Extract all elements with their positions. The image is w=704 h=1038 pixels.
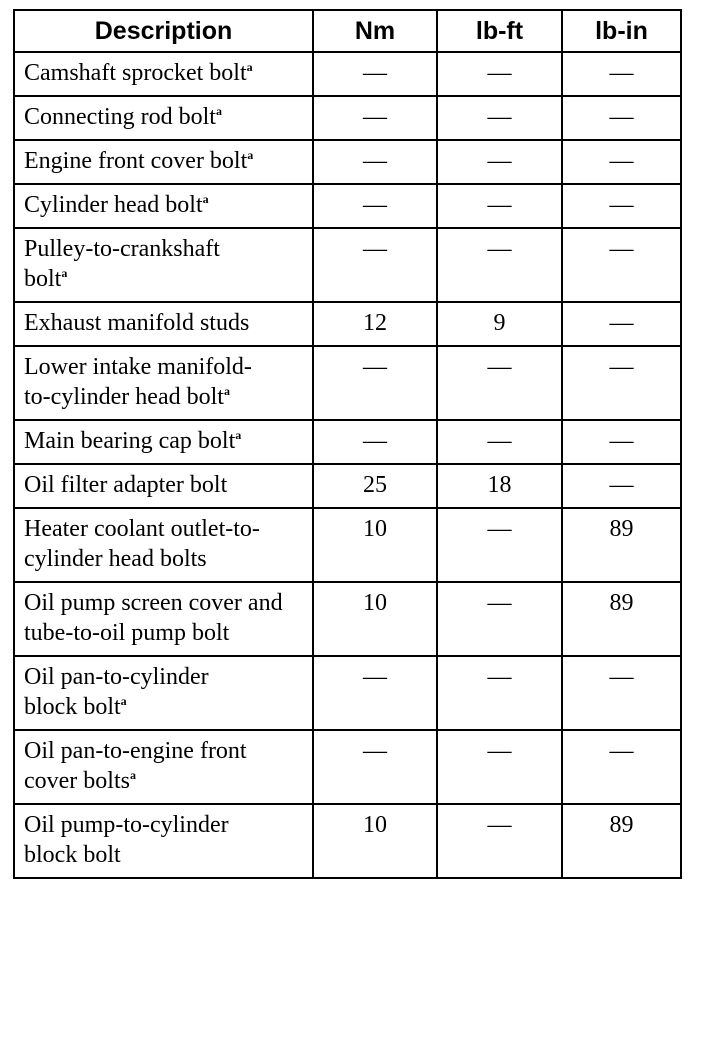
description-cell [14,52,313,96]
table-row [14,228,681,302]
footnote-marker: a [61,266,68,280]
table-row [14,464,681,508]
lbft-cell: — [437,184,562,228]
table-row [14,582,681,656]
lbin-cell: — [562,730,681,804]
lbin-cell: — [562,140,681,184]
lbft-cell: — [437,656,562,730]
description-cell [14,346,313,420]
nm-cell: — [313,184,437,228]
footnote-marker: a [223,384,230,398]
lbft-cell: — [437,140,562,184]
lbin-cell: — [562,52,681,96]
table-row [14,140,681,184]
nm-cell: — [313,346,437,420]
lbft-cell: — [437,420,562,464]
nm-cell: — [313,228,437,302]
footnote-marker: a [247,148,254,162]
lbin-cell: — [562,656,681,730]
footnote-marker: a [215,104,222,118]
description-cell [14,464,313,508]
nm-cell: — [313,730,437,804]
lbin-cell: 89 [562,804,681,878]
description-text: Oil filter adapter bolt [24,472,228,498]
lbft-cell: 18 [437,464,562,508]
torque-spec-table [13,9,682,879]
lbft-cell: — [437,730,562,804]
nm-cell: 10 [313,508,437,582]
description-cell [14,656,313,730]
lbin-cell: 89 [562,582,681,656]
table-row [14,52,681,96]
header-lbin: lb-in [562,10,681,52]
lbin-cell: — [562,420,681,464]
description-text: Lower intake manifold-to-cylinder head bolt [24,354,252,410]
description-cell [14,184,313,228]
lbin-cell: — [562,346,681,420]
nm-cell: — [313,52,437,96]
description-cell [14,582,313,656]
table-row [14,420,681,464]
nm-cell: — [313,96,437,140]
table-row [14,96,681,140]
description-cell [14,302,313,346]
description-cell [14,804,313,878]
table-row [14,302,681,346]
description-cell [14,508,313,582]
description-text: Exhaust manifold studs [24,310,250,336]
header-lbft: lb-ft [437,10,562,52]
description-text: Pulley-to-crankshaft bolt [24,236,220,292]
lbin-cell: — [562,184,681,228]
nm-cell: — [313,656,437,730]
lbft-cell: — [437,52,562,96]
nm-cell: 10 [313,804,437,878]
description-cell [14,420,313,464]
description-text: Engine front cover bolt [24,148,248,174]
lbin-cell: — [562,228,681,302]
description-text: Cylinder head bolt [24,192,203,218]
lbin-cell: — [562,464,681,508]
nm-cell: 10 [313,582,437,656]
description-text: Main bearing cap bolt [24,428,236,454]
footnote-marker: a [202,192,209,206]
lbin-cell: 89 [562,508,681,582]
lbft-cell: — [437,804,562,878]
lbin-cell: — [562,96,681,140]
description-cell [14,730,313,804]
lbft-cell: 9 [437,302,562,346]
description-cell [14,96,313,140]
description-cell [14,228,313,302]
lbft-cell: — [437,346,562,420]
nm-cell: 12 [313,302,437,346]
header-nm: Nm [313,10,437,52]
description-text: Oil pan-to-engine front cover bolts [24,738,247,794]
description-text: Oil pump-to-cylinder block bolt [24,812,229,868]
description-text: Heater coolant outlet-to-cylinder head bolts [24,516,260,572]
footnote-marker: a [235,428,242,442]
table-row [14,804,681,878]
footnote-marker: a [129,768,136,782]
table-row [14,184,681,228]
lbft-cell: — [437,582,562,656]
footnote-marker: a [246,60,253,74]
nm-cell: 25 [313,464,437,508]
table-row [14,508,681,582]
table-row [14,346,681,420]
lbft-cell: — [437,228,562,302]
description-cell [14,140,313,184]
header-description: Description [14,10,313,52]
table-row [14,730,681,804]
lbft-cell: — [437,508,562,582]
description-text: Oil pan-to-cylinder block bolt [24,664,209,720]
table-row [14,656,681,730]
lbft-cell: — [437,96,562,140]
nm-cell: — [313,420,437,464]
description-text: Oil pump screen cover and tube-to-oil pump bolt [24,590,283,646]
footnote-marker: a [120,694,127,708]
description-text: Camshaft sprocket bolt [24,60,247,86]
table-header-row [14,10,681,52]
lbin-cell: — [562,302,681,346]
nm-cell: — [313,140,437,184]
description-text: Connecting rod bolt [24,104,216,130]
